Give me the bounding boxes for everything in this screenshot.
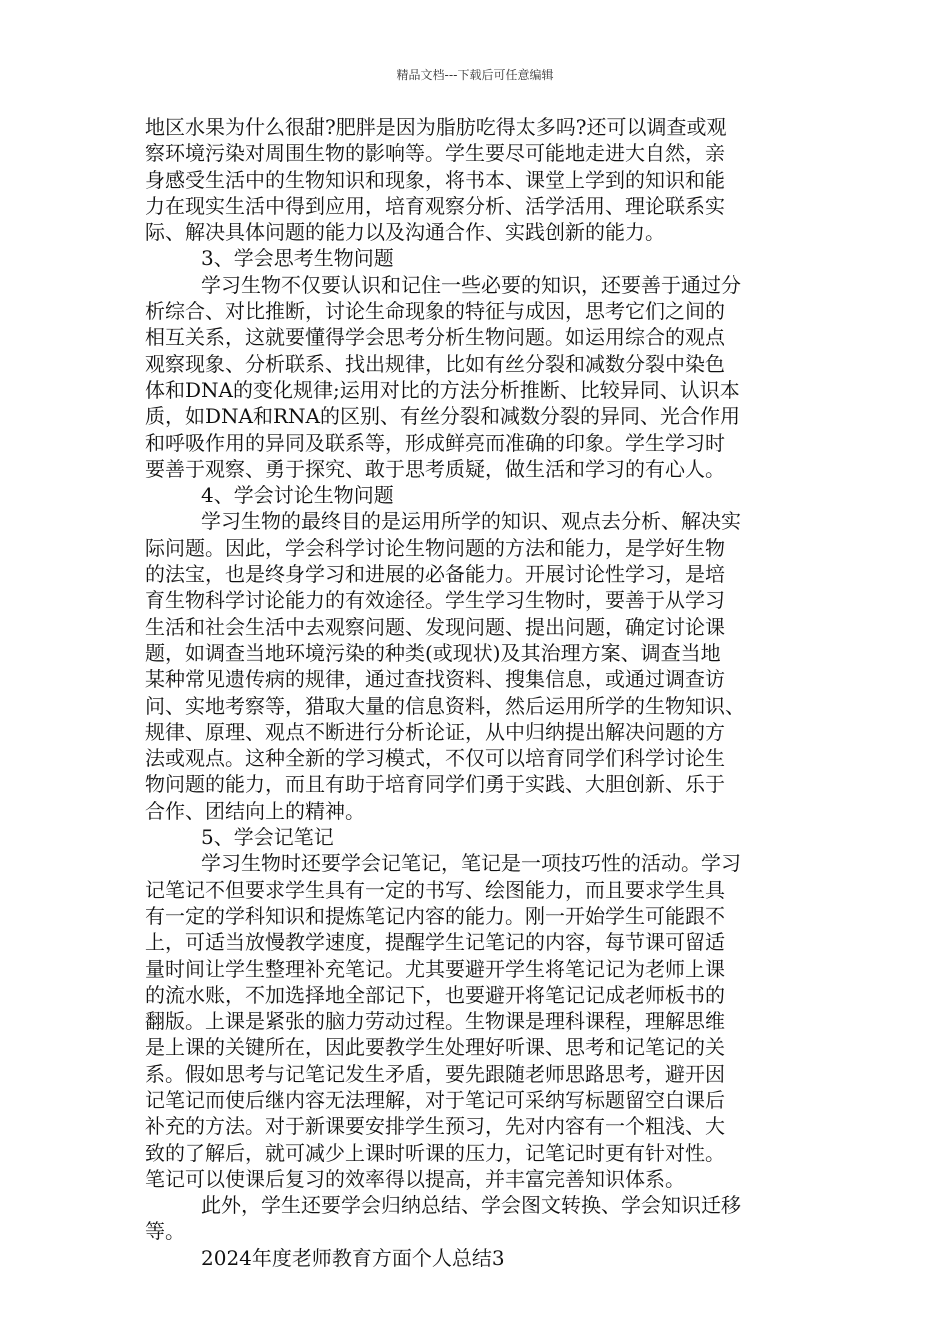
text-line: 翻版。上课是紧张的脑力劳动过程。生物课是理科课程，理解思维 [145,1009,725,1034]
text-line: 的法宝，也是终身学习和进展的必备能力。开展讨论性学习，是培 [145,562,725,587]
text-line: 学习生物的最终目的是运用所学的知识、观点去分析、解决实 [201,509,741,534]
text-line: 此外，学生还要学会归纳总结、学会图文转换、学会知识迁移 [201,1193,741,1218]
text-line: 生活和社会生活中去观察问题、发现问题、提出问题，确定讨论课 [145,614,725,639]
text-line: 力在现实生活中得到应用，培育观察分析、活学活用、理论联系实 [145,193,725,218]
text-line: 地区水果为什么很甜?肥胖是因为脂肪吃得太多吗?还可以调查或观 [145,115,727,139]
text-line: 法或观点。这种全新的学习模式，不仅可以培育同学们科学讨论生 [145,746,725,771]
text-line: 的流水账，不加选择地全部记下，也要避开将笔记记成老师板书的 [145,982,725,1007]
text-line: 笔记可以使课后复习的效率得以提高，并丰富完善知识体系。 [145,1166,685,1191]
text-line: 际、解决具体问题的能力以及沟通合作、实践创新的能力。 [145,220,665,245]
text-line: 等。 [145,1219,185,1244]
text-line: 3、学会思考生物问题 [201,246,394,271]
text-line: 有一定的学科知识和提炼笔记内容的能力。刚一开始学生可能跟不 [145,903,725,928]
text-line: 育生物科学讨论能力的有效途径。学生学习生物时，要善于从学习 [145,588,725,613]
text-line: 是上课的关键所在，因此要教学生处理好听课、思考和记笔记的关 [145,1035,725,1060]
text-line: 学习生物不仅要认识和记住一些必要的知识，还要善于通过分 [201,272,741,297]
text-line: 合作、团结向上的精神。 [145,798,365,823]
text-line: 要善于观察、勇于探究、敢于思考质疑，做生活和学习的有心人。 [145,456,725,481]
text-line: 体和DNA的变化规律;运用对比的方法分析推断、比较异同、认识本 [145,377,740,402]
text-line: 物问题的能力，而且有助于培育同学们勇于实践、大胆创新、乐于 [145,772,725,797]
text-line: 补充的方法。对于新课要安排学生预习，先对内容有一个粗浅、大 [145,1114,725,1139]
text-line: 身感受生活中的生物知识和现象，将书本、课堂上学到的知识和能 [145,167,725,192]
text-line: 题，如调查当地环境污染的种类(或现状)及其治理方案、调查当地 [145,640,721,665]
text-line: 记笔记不但要求学生具有一定的书写、绘图能力，而且要求学生具 [145,877,725,902]
text-line: 致的了解后，就可减少上课时听课的压力，记笔记时更有针对性。 [145,1140,725,1165]
page-header: 精品文档---下载后可任意编辑 [396,68,554,82]
text-line: 上，可适当放慢教学速度，提醒学生记笔记的内容，每节课可留适 [145,930,725,955]
text-line: 析综合、对比推断，讨论生命现象的特征与成因，思考它们之间的 [145,299,725,324]
text-line: 问、实地考察等，猎取大量的信息资料，然后运用所学的生物知识、 [145,693,745,718]
text-line: 和呼吸作用的异同及联系等，形成鲜亮而准确的印象。学生学习时 [145,430,725,455]
text-line: 记笔记而使后继内容无法理解，对于笔记可采纳写标题留空白课后 [145,1087,725,1112]
text-line: 察环境污染对周围生物的影响等。学生要尽可能地走进大自然，亲 [145,141,725,166]
text-line: 规律、原理、观点不断进行分析论证，从中归纳提出解决问题的方 [145,719,725,744]
text-line: 量时间让学生整理补充笔记。尤其要避开学生将笔记记为老师上课 [145,956,725,981]
text-line: 相互关系，这就要懂得学会思考分析生物问题。如运用综合的观点 [145,325,725,350]
text-line: 学习生物时还要学会记笔记，笔记是一项技巧性的活动。学习 [201,851,741,876]
document-body [145,114,817,1271]
text-line: 2024年度老师教育方面个人总结3 [201,1245,505,1270]
text-line: 质，如DNA和RNA的区别、有丝分裂和减数分裂的异同、光合作用 [145,404,740,429]
text-line: 际问题。因此，学会科学讨论生物问题的方法和能力，是学好生物 [145,535,725,560]
text-line: 某种常见遗传病的规律，通过查找资料、搜集信息，或通过调查访 [145,667,725,692]
text-line: 观察现象、分析联系、找出规律，比如有丝分裂和减数分裂中染色 [145,351,725,376]
text-line: 5、学会记笔记 [201,825,334,850]
text-line: 系。假如思考与记笔记发生矛盾，要先跟随老师思路思考，避开因 [145,1061,725,1086]
text-line: 4、学会讨论生物问题 [201,483,394,508]
